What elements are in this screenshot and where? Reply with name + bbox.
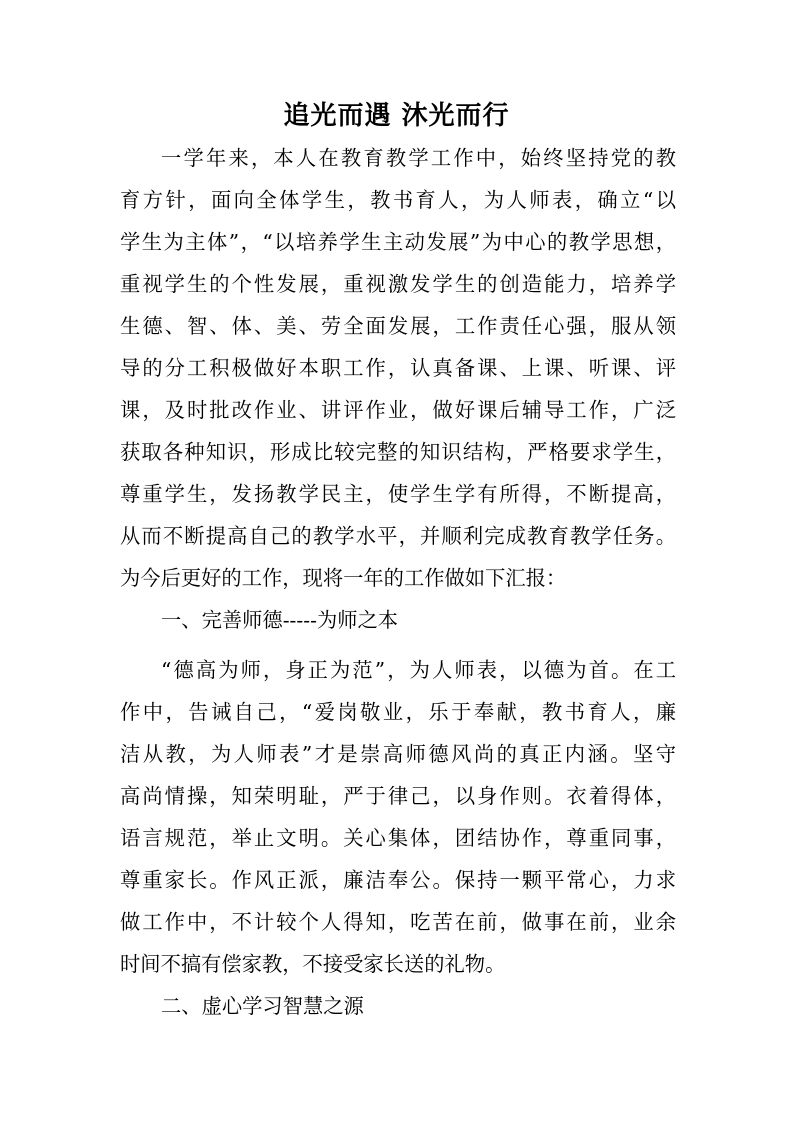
paragraph-line: 育方针，面向全体学生，教书育人，为人师表，确立“以 (120, 188, 676, 212)
paragraph-line: 尊重学生，发扬教学民主，使学生学有所得，不断提高， (120, 482, 676, 506)
paragraph-line: 获取各种知识，形成比较完整的知识结构，严格要求学生， (120, 440, 676, 464)
document-title: 追光而遇 沐光而行 (283, 101, 510, 131)
paragraph-line: 作中，告诫自己，“爱岗敬业，乐于奉献，教书育人，廉 (120, 700, 676, 724)
section-heading-1: 一、完善师德-----为师之本 (161, 608, 399, 632)
paragraph-line: 做工作中，不计较个人得知，吃苦在前，做事在前，业余 (120, 910, 676, 934)
paragraph-line: 一学年来，本人在教育教学工作中，始终坚持党的教 (161, 146, 676, 170)
paragraph-line: 尊重家长。作风正派，廉洁奉公。保持一颗平常心，力求 (120, 868, 676, 892)
paragraph-line: 时间不搞有偿家教，不接受家长送的礼物。 (120, 952, 506, 976)
document-body (120, 137, 676, 1035)
paragraph-line: “德高为师，身正为范”，为人师表，以德为首。在工 (161, 658, 676, 682)
paragraph-line: 重视学生的个性发展，重视激发学生的创造能力，培养学 (120, 272, 676, 296)
section-heading-2: 二、虚心学习智慧之源 (161, 994, 364, 1018)
paragraph-line: 学生为主体”，“以培养学生主动发展”为中心的教学思想， (120, 230, 676, 254)
paragraph-line: 导的分工积极做好本职工作，认真备课、上课、听课、评 (120, 356, 676, 380)
paragraph-line: 课，及时批改作业、讲评作业，做好课后辅导工作，广泛 (120, 398, 676, 422)
intro-paragraph (120, 137, 676, 599)
paragraph-line: 语言规范，举止文明。关心集体，团结协作，尊重同事， (120, 826, 676, 850)
paragraph-line: 生德、智、体、美、劳全面发展，工作责任心强，服从领 (120, 314, 676, 338)
paragraph-line: 洁从教，为人师表”才是崇高师德风尚的真正内涵。坚守 (120, 742, 676, 766)
paragraph-line: 高尚情操，知荣明耻，严于律己，以身作则。衣着得体， (120, 784, 676, 808)
section1-paragraph (120, 649, 676, 985)
paragraph-line: 从而不断提高自己的教学水平，并顺利完成教育教学任务。 (120, 524, 676, 548)
paragraph-line: 为今后更好的工作，现将一年的工作做如下汇报： (120, 566, 567, 590)
